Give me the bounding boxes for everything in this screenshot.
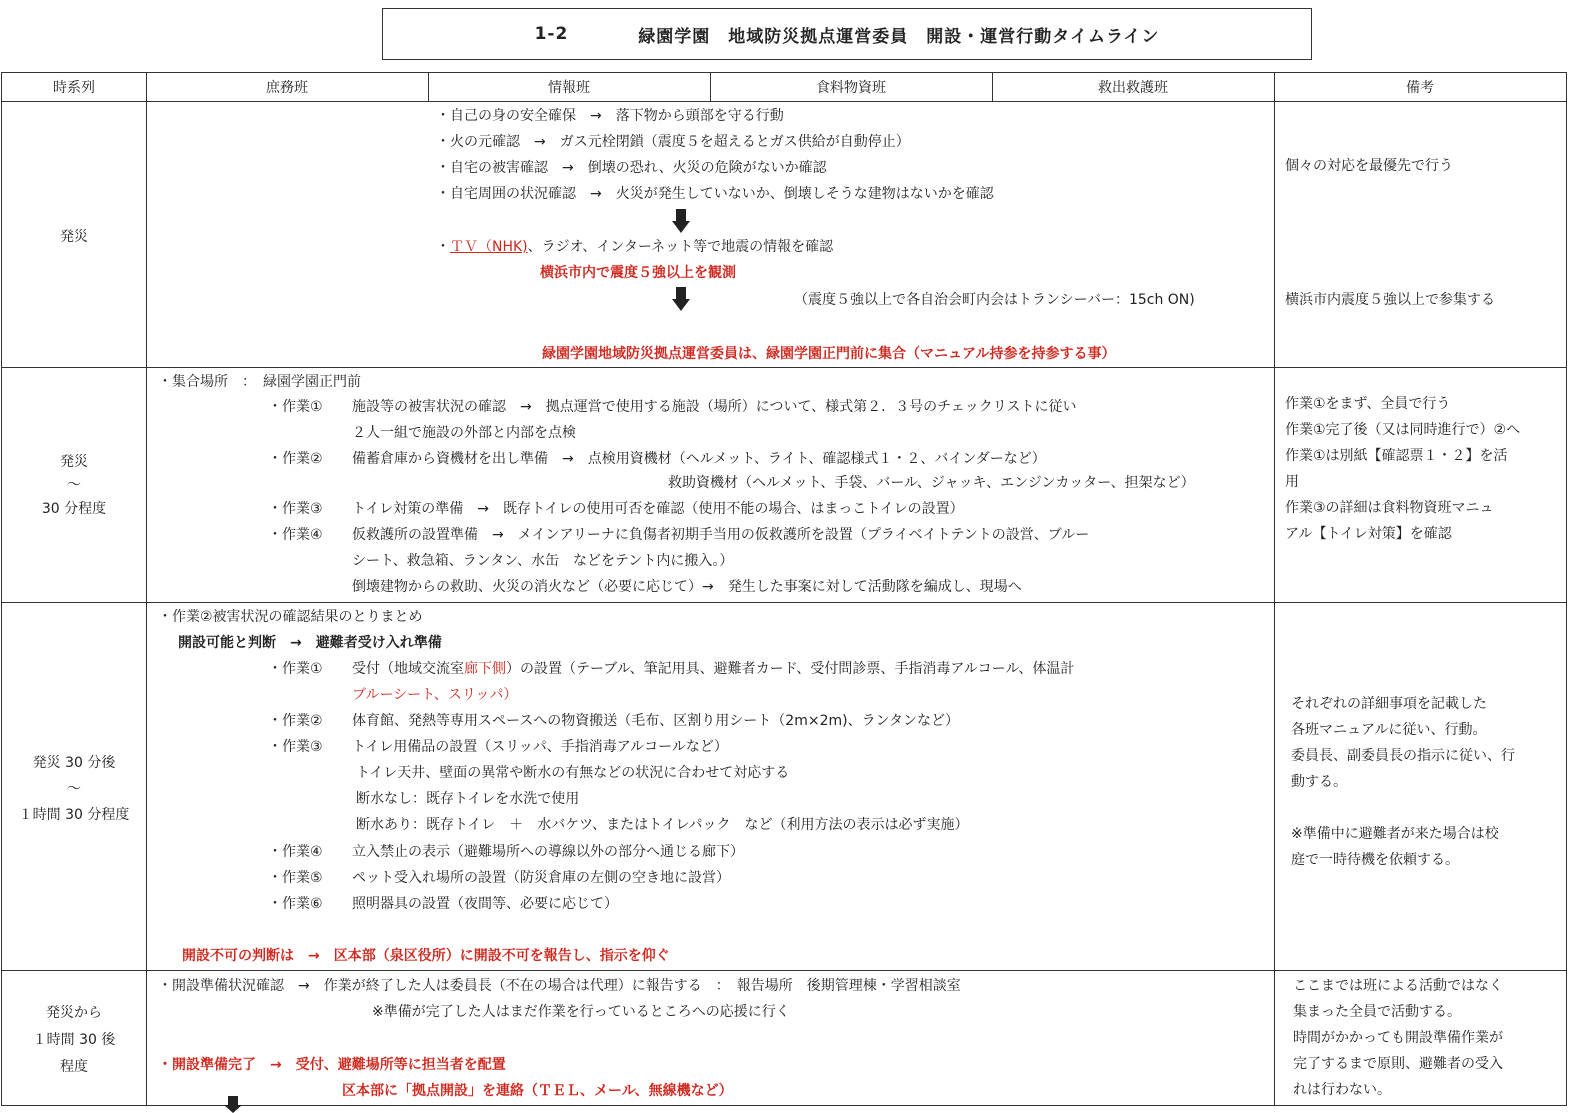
row2-note: 作業③の詳細は食料物資班マニュ bbox=[1285, 500, 1494, 516]
row-divider bbox=[2, 970, 1566, 971]
task-text: 倒壊建物からの救助、火災の消火など（必要に応じて）→ 発生した事案に対して活動隊を編成し、現場へ bbox=[352, 579, 1022, 595]
task-text-pre: 受付（地域交流室 bbox=[352, 661, 464, 677]
task-text: シート、救急箱、ランタン、水缶 などをテント内に搬入。） bbox=[352, 553, 734, 569]
task-id: ・作業④ bbox=[268, 527, 323, 543]
status-text: ・開設準備状況確認 → 作業が終了した人は委員長（不在の場合は代理）に報告する ： 報告場所 後期管理棟・学習相談室 bbox=[158, 978, 961, 994]
row4-note: ここまでは班による活動ではなく bbox=[1293, 978, 1503, 994]
task-id: ・作業③ bbox=[268, 739, 323, 755]
row3-label: ～ bbox=[67, 781, 81, 797]
row3-note: 各班マニュアルに従い、行動。 bbox=[1291, 722, 1487, 738]
task-id: ・作業③ bbox=[268, 501, 323, 517]
tv-line bbox=[436, 238, 833, 256]
column-divider bbox=[146, 73, 147, 1105]
summary-text: ・作業②被害状況の確認結果のとりまとめ bbox=[158, 609, 423, 625]
row4-label: 発災から bbox=[46, 1005, 102, 1021]
task-id: ・作業④ bbox=[268, 844, 323, 860]
header-shomu: 庶務班 bbox=[266, 80, 308, 96]
column-divider bbox=[1274, 73, 1275, 1105]
down-arrow-icon bbox=[672, 287, 690, 311]
down-arrow-icon bbox=[672, 209, 690, 233]
gather-text: 緑園学園地域防災拠点運営委員は、緑園学園正門前に集合（マニュアル持参を持参する事） bbox=[542, 346, 1116, 362]
row4-label: １時間 30 後 bbox=[32, 1032, 116, 1048]
row3-label: 発災 30 分後 bbox=[32, 755, 116, 771]
header-kyushutsu: 救出救護班 bbox=[1098, 80, 1168, 96]
row-divider bbox=[2, 367, 1566, 368]
help-text: ※準備が完了した人はまだ作業を行っているところへの応援に行く bbox=[372, 1004, 790, 1020]
tv-prefix: ・ bbox=[436, 239, 450, 255]
contact-text: 区本部に「拠点開設」を連絡（ＴＥＬ、メール、無線機など） bbox=[342, 1083, 733, 1099]
row4-note: れは行わない。 bbox=[1293, 1082, 1391, 1098]
task-id: ・作業② bbox=[268, 451, 323, 467]
row3-note: 庭で一時待機を依頼する。 bbox=[1291, 852, 1459, 868]
task-id: ・作業⑥ bbox=[268, 896, 323, 912]
task-text: 断水あり：既存トイレ ＋ 水バケツ、またはトイレパック など（利用方法の表示は必ず実施） bbox=[356, 817, 969, 833]
task-text: トイレ用備品の設置（スリッパ、手指消毒アルコールなど） bbox=[352, 739, 728, 755]
row2-note: 作業①をまず、全員で行う bbox=[1285, 396, 1451, 412]
row3-label: １時間 30 分程度 bbox=[18, 807, 130, 823]
header-biko: 備考 bbox=[1406, 80, 1434, 96]
row2-note: 作業①は別紙【確認票１・２】を活 bbox=[1285, 448, 1508, 464]
row3-note: ※準備中に避難者が来た場合は校 bbox=[1291, 826, 1499, 842]
task-text: 立入禁止の表示（避難場所への導線以外の部分へ通じる廊下） bbox=[352, 844, 744, 860]
row1-line: ・自宅の被害確認 → 倒壊の恐れ、火災の危険がないか確認 bbox=[436, 160, 827, 176]
task-text: 救助資機材（ヘルメット、手袋、バール、ジャッキ、エンジンカッター、担架など） bbox=[668, 475, 1195, 491]
row4-label: 程度 bbox=[60, 1059, 88, 1075]
cannot-open-text: 開設不可の判断は → 区本部（泉区役所）に開設不可を報告し、指示を仰ぐ bbox=[182, 948, 670, 964]
row1-line: ・自己の身の安全確保 → 落下物から頭部を守る行動 bbox=[436, 108, 784, 124]
header-divider bbox=[2, 101, 1566, 102]
task-text: 備蓄倉庫から資機材を出し準備 → 点検用資機材（ヘルメット、ライト、確認様式１・２、バインダーなど） bbox=[352, 451, 1046, 467]
header-time: 時系列 bbox=[53, 80, 95, 96]
header-joho: 情報班 bbox=[548, 80, 590, 96]
observe-text: 横浜市内で震度５強以上を観測 bbox=[540, 265, 736, 281]
row2-label: ～ bbox=[67, 477, 81, 493]
tv-rest: 、ラジオ、インターネット等で地震の情報を確認 bbox=[527, 239, 834, 255]
task-text-red: 廊下側 bbox=[464, 661, 506, 677]
row4-note: 完了するまで原則、避難者の受入 bbox=[1293, 1056, 1503, 1072]
task-text: 仮救護所の設置準備 → メインアリーナに負傷者初期手当用の仮救護所を設置（プライベイトテントの設営、ブルー bbox=[352, 527, 1090, 543]
timeline-table bbox=[1, 72, 1567, 1106]
title-number: 1-2 bbox=[534, 24, 569, 44]
row2-note: アル【トイレ対策】を確認 bbox=[1285, 526, 1452, 542]
task-id: ・作業① bbox=[268, 661, 323, 677]
row3-note: それぞれの詳細事項を記載した bbox=[1291, 696, 1487, 712]
decide-text: 開設可能と判断 → 避難者受け入れ準備 bbox=[178, 635, 442, 651]
task-text bbox=[352, 660, 1074, 678]
title-text: 緑園学園 地域防災拠点運営委員 開設・運営行動タイムライン bbox=[638, 26, 1160, 47]
row3-note: 委員長、副委員長の指示に従い、行 bbox=[1291, 748, 1515, 764]
row2-label: 30 分程度 bbox=[41, 501, 107, 517]
row1-note: 横浜市内震度５強以上で参集する bbox=[1285, 292, 1495, 308]
task-text: ２人一組で施設の外部と内部を点検 bbox=[352, 425, 576, 441]
row2-note: 作業①完了後（又は同時進行で）②へ bbox=[1285, 422, 1521, 438]
row-divider bbox=[2, 602, 1566, 603]
row1-label: 発災 bbox=[60, 229, 88, 245]
row1-line: ・自宅周囲の状況確認 → 火災が発生していないか、倒壊しそうな建物はないかを確認 bbox=[436, 186, 994, 202]
row1-note: 個々の対応を最優先で行う bbox=[1285, 158, 1453, 174]
tv-highlight: ＴＶ（NHK) bbox=[450, 239, 528, 255]
down-arrow-icon bbox=[224, 1096, 242, 1113]
task-text: トイレ対策の準備 → 既存トイレの使用可否を確認（使用不能の場合、はまっこトイレの設置） bbox=[352, 501, 964, 517]
transceiver-text: （震度５強以上で各自治会町内会はトランシーバー：15ch ON) bbox=[794, 292, 1195, 308]
row3-note: 動する。 bbox=[1291, 774, 1347, 790]
task-text: ペット受入れ場所の設置（防災倉庫の左側の空き地に設営） bbox=[352, 870, 730, 886]
task-text: 体育館、発熱等専用スペースへの物資搬送（毛布、区割り用シート（2m×2m)、ランタンなど） bbox=[352, 713, 960, 729]
task-id: ・作業① bbox=[268, 399, 323, 415]
task-text: トイレ天井、壁面の異常や断水の有無などの状況に合わせて対応する bbox=[356, 765, 790, 781]
document-title bbox=[382, 8, 1312, 60]
header-shokuryo: 食料物資班 bbox=[816, 80, 886, 96]
task-text: 断水なし：既存トイレを水洗で使用 bbox=[356, 791, 580, 807]
row2-note: 用 bbox=[1285, 474, 1299, 490]
task-text-red: ブルーシート、スリッパ） bbox=[352, 687, 518, 703]
task-id: ・作業⑤ bbox=[268, 870, 323, 886]
done-text: ・開設準備完了 → 受付、避難場所等に担当者を配置 bbox=[158, 1057, 506, 1073]
row4-note: 集まった全員で活動する。 bbox=[1293, 1004, 1461, 1020]
row1-line: ・火の元確認 → ガス元栓閉鎖（震度５を超えるとガス供給が自動停止） bbox=[436, 134, 910, 150]
row4-note: 時間がかかっても開設準備作業が bbox=[1293, 1030, 1503, 1046]
task-text-post: ）の設置（テーブル、筆記用具、避難者カード、受付問診票、手指消毒アルコール、体温計 bbox=[506, 661, 1075, 677]
row2-label: 発災 bbox=[60, 454, 88, 470]
place-label: ・集合場所 ： 緑園学園正門前 bbox=[158, 374, 361, 390]
task-text: 施設等の被害状況の確認 → 拠点運営で使用する施設（場所）について、様式第２．３号のチェックリストに従い bbox=[352, 399, 1077, 415]
task-text: 照明器具の設置（夜間等、必要に応じて） bbox=[352, 896, 618, 912]
task-id: ・作業② bbox=[268, 713, 323, 729]
